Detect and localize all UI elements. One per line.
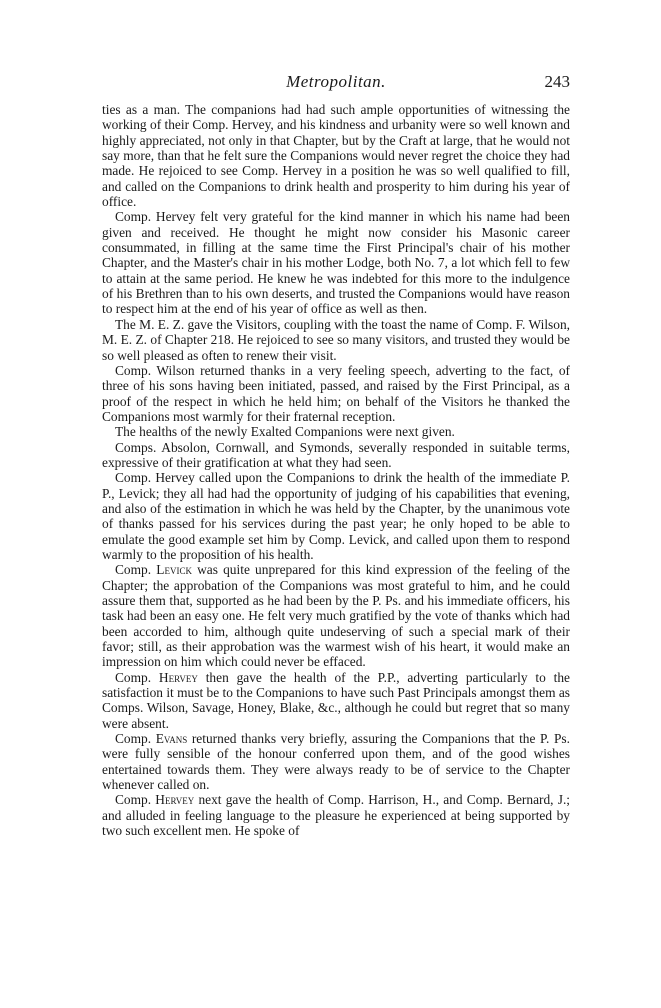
paragraph-evans-reply bbox=[102, 731, 570, 792]
paragraph-text: Comp. Hervey felt very grateful for the kind manner in which his name had been given and received. He thought he might now consider his Masonic career consummated, in filling at the same time the First Principal's chair of his mother Chapter, and the Master's chair in his mother Lodge, both No. 7, a lot which fell to few to attain at the same period. He knew he was indebted for this more to the indulgence of his Brethren than to his own deserts, and trusted the Companions would have reason to respect him at the end of his year of office as well as then. bbox=[102, 209, 570, 317]
speaker-name: Hervey bbox=[155, 792, 195, 808]
paragraph-comps-response bbox=[102, 440, 570, 471]
paragraph-text: returned thanks very briefly, assuring the Companions that the P. Ps. were fully sensible of the honour conferred upon them, and of the good wishes entertained towards them. They were always ready to be of service to the Chapter whenever called on. bbox=[102, 731, 570, 793]
paragraph-levick-toast bbox=[102, 470, 570, 562]
speaker-name: Hervey bbox=[158, 669, 198, 685]
paragraph-hervey-reply bbox=[102, 209, 570, 316]
page-number: 243 bbox=[544, 72, 570, 91]
paragraph-past-principals-toast bbox=[102, 670, 570, 731]
paragraph-lead: Comp. bbox=[115, 669, 159, 685]
paragraph-text: was quite unprepared for this kind expression of the feeling of the Chapter; the approbation of the Companions was most grateful to him, and he could assure them that, supported as he had been by the P. Ps. and his immediate officers, his task had been an easy one. He felt very much gratified by the vote of thanks which had been accorded to him, although quite undeserving of such a special mark of their favor; still, as their approbation was the warmest wish of his heart, it would make an impression on him which could never be effaced. bbox=[102, 562, 570, 670]
paragraph-text: Comps. Absolon, Cornwall, and Symonds, severally responded in suitable terms, expressive of their gratification at what they had seen. bbox=[102, 439, 570, 470]
book-page bbox=[102, 72, 570, 839]
paragraph-exalted-healths bbox=[102, 424, 570, 439]
running-header bbox=[102, 72, 570, 102]
paragraph-text: next gave the health of Comp. Harrison, H., and Comp. Bernard, J.; and alluded in feeling language to the pleasure he experienced at being supported by two such excellent men. He spoke of bbox=[102, 792, 571, 839]
paragraph-lead: Comp. bbox=[115, 731, 156, 747]
paragraph-lead: Comp. bbox=[115, 792, 156, 808]
paragraph-text: Comp. Hervey called upon the Companions to drink the health of the immediate P. P., Levick; they all had had the opportunity of judging of his capabilities that evening, and also of the estimation in which he was held by the Chapter, by the unanimous vote of thanks passed for his services during the past year; he only hoped to be able to emulate the good example set him by Comp. Levick, and called upon them to respond warmly to the proposition of his health. bbox=[102, 470, 570, 562]
speaker-name: Evans bbox=[155, 731, 188, 747]
paragraph-text: The healths of the newly Exalted Companions were next given. bbox=[115, 424, 455, 440]
running-title: Metropolitan. bbox=[286, 72, 386, 91]
paragraph-visitors-toast bbox=[102, 317, 570, 363]
paragraph-text: The M. E. Z. gave the Visitors, coupling with the toast the name of Comp. F. Wilson, M. E. Z. of Chapter 218. He rejoiced to see so many visitors, and trusted they would be so well pleased as often to renew their visit. bbox=[102, 316, 570, 363]
paragraph-lead: Comp. bbox=[115, 562, 157, 578]
paragraph-text: ties as a man. The companions had had such ample opportunities of witnessing the working of their Comp. Hervey, and his kindness and urbanity were so well known and highly appreciated, not only in that Chapter, but by the Craft at large, that he would not say more, than that he felt sure the Companions would never regret the choice they had made. He rejoiced to see Comp. Hervey in a position he was so well qualified to fill, and called on the Companions to drink health and prosperity to him during his year of office. bbox=[102, 102, 570, 210]
paragraph-wilson-reply bbox=[102, 363, 570, 424]
paragraph-levick-reply bbox=[102, 562, 570, 669]
paragraph-officers-toast bbox=[102, 792, 570, 838]
body-text bbox=[102, 102, 570, 839]
paragraph-text: Comp. Wilson returned thanks in a very feeling speech, adverting to the fact, of three of his sons having been initiated, passed, and raised by the First Principal, as a proof of the respect in which he held him; on behalf of the Visitors he thanked the Companions most warmly for their fraternal reception. bbox=[102, 362, 570, 424]
speaker-name: Levick bbox=[156, 562, 192, 578]
paragraph-continuation bbox=[102, 102, 570, 209]
paragraph-text: then gave the health of the P.P., adverting particularly to the satisfaction it must be to the Companions to have such Past Principals amongst them as Comps. Wilson, Savage, Honey, Blake, &c., although he could but regret that so many were absent. bbox=[102, 669, 570, 731]
